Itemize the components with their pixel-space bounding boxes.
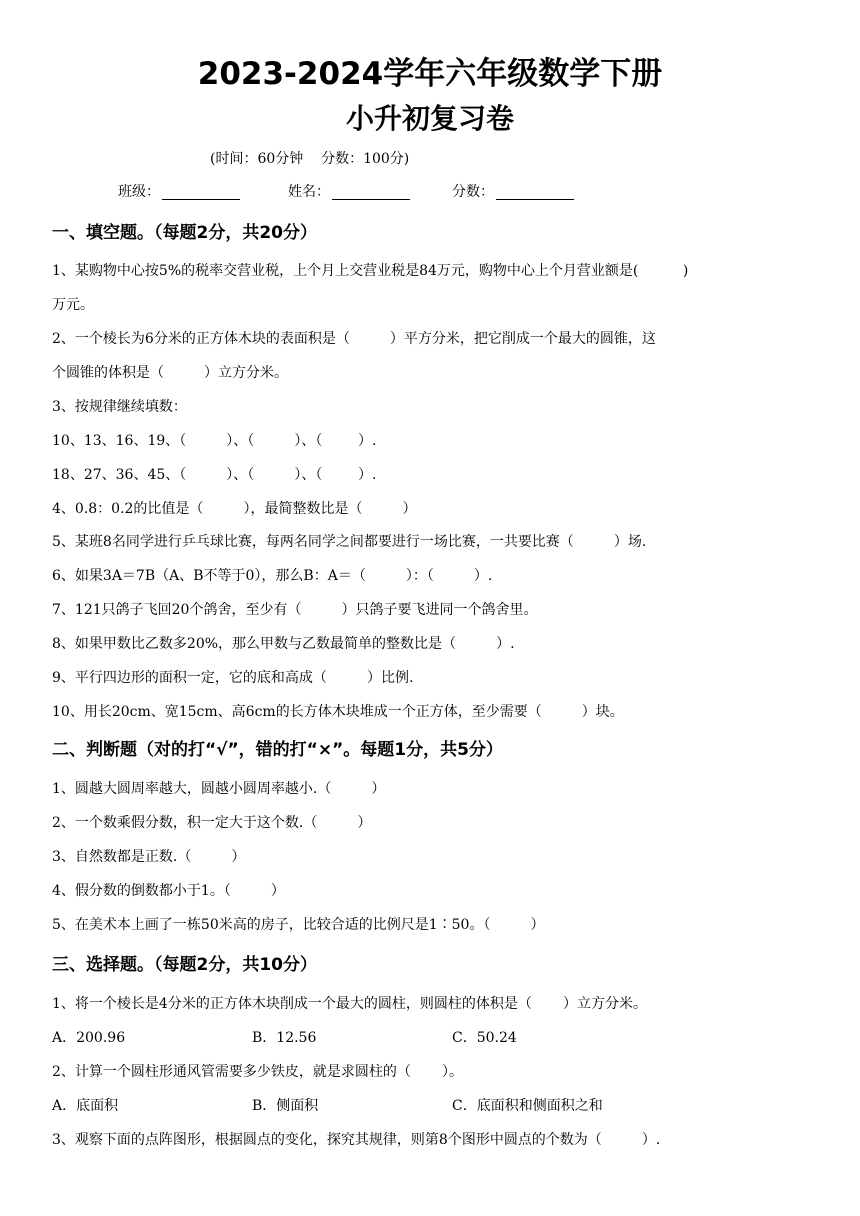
question-line: 1、将一个棱长是4分米的正方体木块削成一个最大的圆柱，则圆柱的体积是（ ）立方分米。 xyxy=(52,996,647,1012)
question-line: 1、某购物中心按5%的税率交营业税，上个月上交营业税是84万元，购物中心上个月营业额是( ) xyxy=(52,263,689,279)
question-line: 9、平行四边形的面积一定，它的底和高成（ ）比例. xyxy=(52,670,414,686)
question-line: 18、27、36、45、（ ）、（ ）、（ ）. xyxy=(52,467,377,483)
score-blank[interactable] xyxy=(496,185,574,200)
exam-subtitle: 小升初复习卷 xyxy=(345,102,514,135)
option-a: A．底面积 xyxy=(52,1098,119,1114)
section-true-false-heading: 二、判断题（对的打“√”，错的打“×”。每题1分，共5分） xyxy=(52,740,503,760)
time-score-info: (时间：60分钟 分数：100分) xyxy=(210,151,410,167)
option-c: C．底面积和侧面积之和 xyxy=(452,1098,603,1114)
class-label: 班级： xyxy=(118,184,160,200)
question-line: 6、如果3A＝7B（A、B不等于0），那么B：A＝（ ）：（ ）. xyxy=(52,568,493,584)
score-label: 分数： xyxy=(452,184,494,200)
question-line: 10、用长20cm、宽15cm、高6cm的长方体木块堆成一个正方体，至少需要（ ）块。 xyxy=(52,704,624,720)
question-line: 个圆锥的体积是（ ）立方分米。 xyxy=(52,365,289,381)
question-line: 7、121只鸽子飞回20个鸽舍，至少有（ ）只鸽子要飞进同一个鸽舍里。 xyxy=(52,602,538,618)
option-b: B．侧面积 xyxy=(252,1098,319,1114)
class-blank[interactable] xyxy=(162,185,240,200)
name-blank[interactable] xyxy=(332,185,410,200)
question-line: 万元。 xyxy=(52,297,94,313)
question-line: 3、观察下面的点阵图形，根据圆点的变化，探究其规律，则第8个图形中圆点的个数为（ ）. xyxy=(52,1132,661,1148)
question-line: 4、假分数的倒数都小于1。（ ） xyxy=(52,883,285,899)
question-line: 8、如果甲数比乙数多20%，那么甲数与乙数最简单的整数比是（ ）. xyxy=(52,636,515,652)
name-label: 姓名： xyxy=(288,184,330,200)
section-multiple-choice-heading: 三、选择题。（每题2分，共10分） xyxy=(52,955,317,975)
exam-title: 2023-2024学年六年级数学下册 xyxy=(197,56,663,92)
question-line: 3、按规律继续填数： xyxy=(52,399,187,415)
class-field xyxy=(118,181,240,203)
section-fill-blank-heading: 一、填空题。（每题2分，共20分） xyxy=(52,223,317,243)
score-field xyxy=(452,181,574,203)
question-line: 5、某班8名同学进行乒乓球比赛，每两名同学之间都要进行一场比赛，一共要比赛（ ）场. xyxy=(52,534,647,550)
option-a: A．200.96 xyxy=(52,1030,126,1046)
question-line: 2、计算一个圆柱形通风管需要多少铁皮，就是求圆柱的（ ）。 xyxy=(52,1064,464,1080)
question-line: 5、在美术本上画了一栋50米高的房子，比较合适的比例尺是1∶50。（ ） xyxy=(52,917,545,933)
question-line: 2、一个数乘假分数，积一定大于这个数.（ ） xyxy=(52,815,372,831)
question-line: 10、13、16、19、（ ）、（ ）、（ ）. xyxy=(52,433,377,449)
question-line: 2、一个棱长为6分米的正方体木块的表面积是（ ）平方分米，把它削成一个最大的圆锥，这 xyxy=(52,331,656,347)
option-b: B．12.56 xyxy=(252,1030,317,1046)
question-line: 4、0.8：0.2的比值是（ ），最简整数比是（ ） xyxy=(52,501,417,517)
option-c: C．50.24 xyxy=(452,1030,517,1046)
name-field xyxy=(288,181,410,203)
question-line: 1、圆越大圆周率越大，圆越小圆周率越小.（ ） xyxy=(52,781,386,797)
question-line: 3、自然数都是正数.（ ） xyxy=(52,849,246,865)
